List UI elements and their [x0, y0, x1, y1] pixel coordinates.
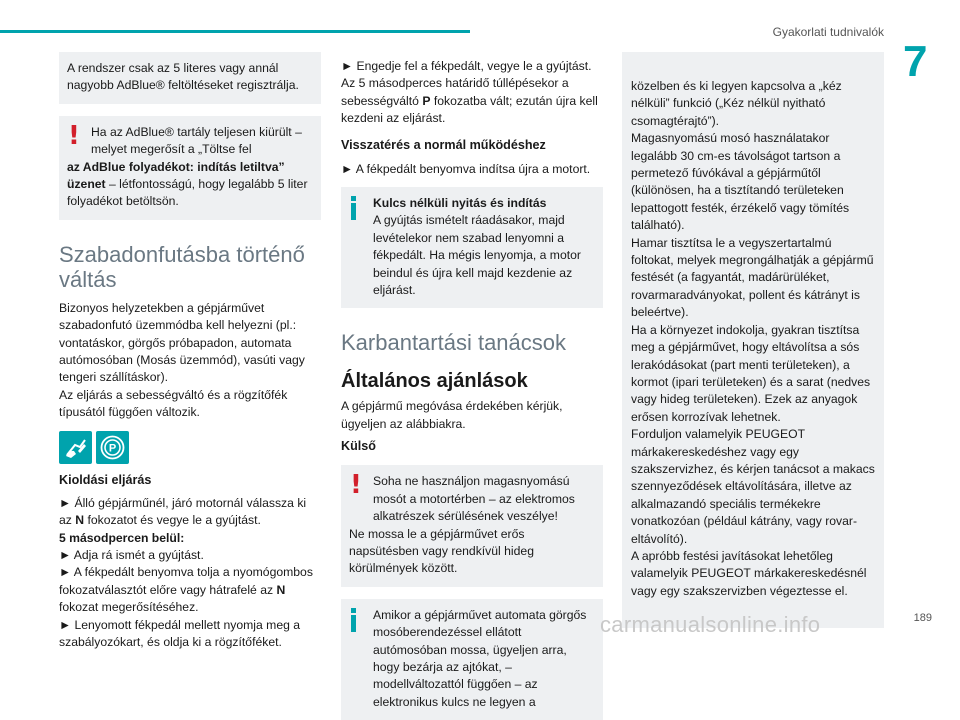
adblue-note-text: A rendszer csak az 5 literes vagy annál nagyobb AdBlue® feltöltéseket regisztrálja.	[67, 61, 299, 93]
car-wash-continued-text: közelben és ki legyen kapcsolva a „kéz nélküli” funkció („Kéz nélkül nyitható csomagtérajtó”). Magasnyomású mosó használatakor legalább 30 cm-es távolságot tartson a permetező fúvókával a gépjárműtől (különösen, ha a tisztítandó területeken lepattogott festék, érzékelő vagy tömítés található). Hamar tisztítsa le a vegyszertartalmú foltokat, melyek megrongálhatják a gépjármű festését (a fagyantát, madárürüléket, rovarmaradványokat, pollent és kátrányt is beleértve). Ha a környezet indokolja, gyakran tisztítsa meg a gépjárművet, hogy eltávolítsa a sós lerakódásokat (part menti területeken), a kormot (ipari területeken) és a sarat (nedves vagy hideg területeken). Ezek az anyagok erősen korrozívak lehetnek. Forduljon valamelyik PEUGEOT márkakereskedéshez vagy egy szakszervizhez, és kérjen tanácsot a makacs szennyeződések eltávolítására, illetve az alkalmazandó speciális termékekre vonatkozóan (például kátrány, vagy rovar-eltávolító). A apróbb festési javításokat lehetőleg valamelyik PEUGEOT márkakereskedésnél vagy egy szakszervizben végeztesse el.	[631, 79, 875, 598]
warning-text-tail: – létfontosságú, hogy legalább 5 liter folyadékot betöltsön.	[67, 177, 308, 209]
warning-box-pressure-washer	[341, 465, 603, 586]
car-wash-continued-box	[622, 52, 884, 628]
release-procedure-title: Kioldási eljárás	[59, 472, 152, 487]
freewheel-para-1: Bizonyos helyzetekben a gépjárművet szabadonfutó üzemmódba kell helyezni (pl.: vontatáskor, görgős próbapadon, automata autómosóban (Mosás üzemmód), vasúti vagy tengeri szállításkor).	[59, 300, 305, 385]
section-title-freewheel: Szabadonfutásba történő váltás	[59, 241, 305, 292]
warning-exclamation-icon: !	[68, 120, 80, 151]
keyless-text: A gyújtás ismételt ráadásakor, majd levételekor nem szabad lenyomni a fékpedált. Ha mégis lenyomja, a motor beindul és újra kell majd kezdenie az eljárást.	[373, 213, 581, 298]
header-rule	[0, 30, 470, 33]
info-icon	[351, 196, 356, 220]
warning-exclamation-icon: !	[350, 470, 362, 501]
column-2	[341, 52, 603, 720]
running-header: Gyakorlati tudnivalók	[772, 25, 884, 39]
release-brake-gear: P	[422, 93, 431, 108]
within-5s-label: 5 másodpercen belül:	[59, 530, 185, 545]
step-4: ► Lenyomott fékpedál mellett nyomja meg a szabályozókart, és oldja ki a rögzítőféket.	[59, 617, 301, 649]
page-number: 189	[913, 612, 932, 624]
warning-box-adblue-empty	[59, 116, 321, 220]
warning-bold-message: az AdBlue folyadékot: indítás letiltva” üzenet	[67, 159, 285, 192]
warning-text-rest	[67, 159, 313, 211]
section-title-maintenance: Karbantartási tanácsok	[341, 330, 567, 356]
step-3	[59, 564, 321, 616]
column-3	[622, 52, 884, 628]
step-1-gear: N	[75, 513, 85, 528]
step-2: ► Adja rá ismét a gyújtást.	[59, 547, 204, 562]
return-normal-step: ► A fékpedált benyomva indítsa újra a motort.	[341, 161, 591, 176]
keyless-title-row	[349, 195, 595, 212]
step-1-text: ► Álló gépjárműnél, járó motornál válassza ki az	[59, 495, 307, 528]
return-normal-title: Visszatérés a normál működéshez	[341, 137, 546, 152]
step-3-text: ► A fékpedált benyomva tolja a nyomógombos fokozatválasztót előre vagy hátrafelé az	[59, 565, 313, 597]
step-3-gear: N	[276, 582, 286, 597]
step-3-text-end: fokozat megerősítéséhez.	[59, 600, 199, 615]
watermark: carmanualsonline.info	[600, 612, 821, 637]
pressure-washer-warning: Soha ne használjon magasnyomású mosót a motortérben – az elektromos alkatrészek sérülésének veszélye!	[373, 474, 575, 524]
chapter-number: 7	[903, 37, 928, 86]
general-recommendations-title: Általános ajánlások	[341, 370, 528, 393]
release-brake-text: ► Engedje fel a fékpedált, vegye le a gyújtást. Az 5 másodperces határidő túllépésekor a sebességváltó	[341, 59, 592, 108]
applicability-icons	[59, 431, 321, 464]
adblue-note-box	[59, 52, 321, 104]
release-brake-step	[341, 58, 603, 128]
step-1-text-end: fokozatot és vegye le a gyújtást.	[84, 513, 261, 528]
release-brake-text-end: fokozatba vált; ezután újra kell kezdeni az eljárást.	[341, 93, 598, 126]
sun-cold-warning: Ne mossa le a gépjárművet erős napsütésben vagy rendkívül hideg körülmények között.	[349, 526, 534, 576]
column-1	[59, 52, 321, 651]
info-box-keyless	[341, 187, 603, 308]
info-icon	[351, 608, 356, 632]
warning-text-line1: Ha az AdBlue® tartály teljesen kiürült – melyet megerősít a „Töltse fel	[91, 124, 302, 157]
car-wash-info: Amikor a gépjárművet automata görgős mosóberendezéssel ellátott autómosóban mossa, ügyeljen arra, hogy bezárja az ajtókat, – modellváltozattól függően – az elektronikus kulcs ne legyen a	[373, 607, 587, 709]
parking-brake-p-icon	[96, 431, 129, 464]
general-intro: A gépjármű megóvása érdekében kérjük, ügyeljen az alábbiakra.	[341, 399, 563, 431]
within-5s	[59, 530, 321, 547]
exterior-title: Külső	[341, 439, 376, 454]
svg-text:P: P	[108, 442, 117, 455]
info-box-car-wash	[341, 599, 603, 720]
step-1	[59, 495, 321, 530]
freewheel-para-2: Az eljárás a sebességváltó és a rögzítőfék típusától függően változik.	[59, 387, 288, 420]
keyless-title: Kulcs nélküli nyitás és indítás	[373, 196, 547, 211]
manual-gearbox-icon	[59, 431, 92, 464]
